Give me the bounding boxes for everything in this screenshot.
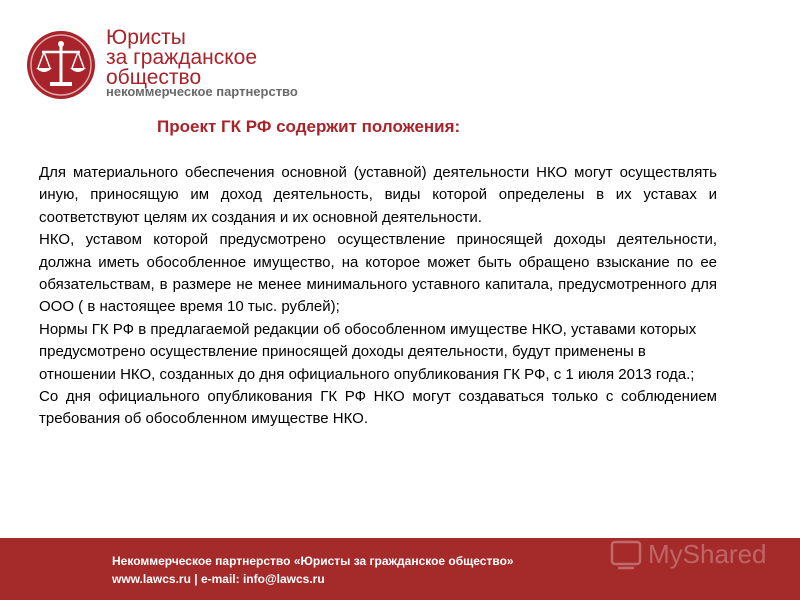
logo-line-1: Юристы [106,26,186,49]
paragraph-4: Со дня официального опубликования ГК РФ НКО могут создаваться только с соблюдением требования об обособленном имуществе НКО. [39,388,717,428]
paragraph-3: Нормы ГК РФ в предлагаемой редакции об обособленном имуществе НКО, уставами которых предусмотрено осуществление приносящей доходы деятельности, будут применены в отношении НКО, созданных до дня официального опубликования ГК РФ, с 1 июля 2013 года.; [39,320,697,383]
logo-line-3: общество [106,66,202,89]
logo-subtitle: некоммерческое партнерство [106,84,298,99]
logo-line-2: за гражданское [106,46,258,69]
body-text [39,162,717,431]
scales-of-justice-logo-icon [26,30,96,100]
footer-organization: Некоммерческое партнерство «Юристы за гражданское общество» [112,554,514,568]
page-title: Проект ГК РФ содержит положения: [157,117,461,136]
footer-contacts: www.lawcs.ru | e-mail: info@lawcs.ru [112,572,325,586]
logo-wordmark [106,28,257,88]
paragraph-1: Для материального обеспечения основной (уставной) деятельности НКО могут осуществлять иную, приносящую им доход деятельность, виды которой определены в их уставах и соответствуют целям их создания и их основной деятельности. [39,164,717,226]
paragraph-2: НКО, уставом которой предусмотрено осуществление приносящей доходы деятельности, должна иметь обособленное имущество, на которое может быть обращено взыскание по ее обязательствам, в размере не менее минимального уставного капитала, предусмотренного для ООО ( в настоящее время 10 тыс. рублей); [39,231,717,316]
watermark-text: MyShared [648,539,767,569]
